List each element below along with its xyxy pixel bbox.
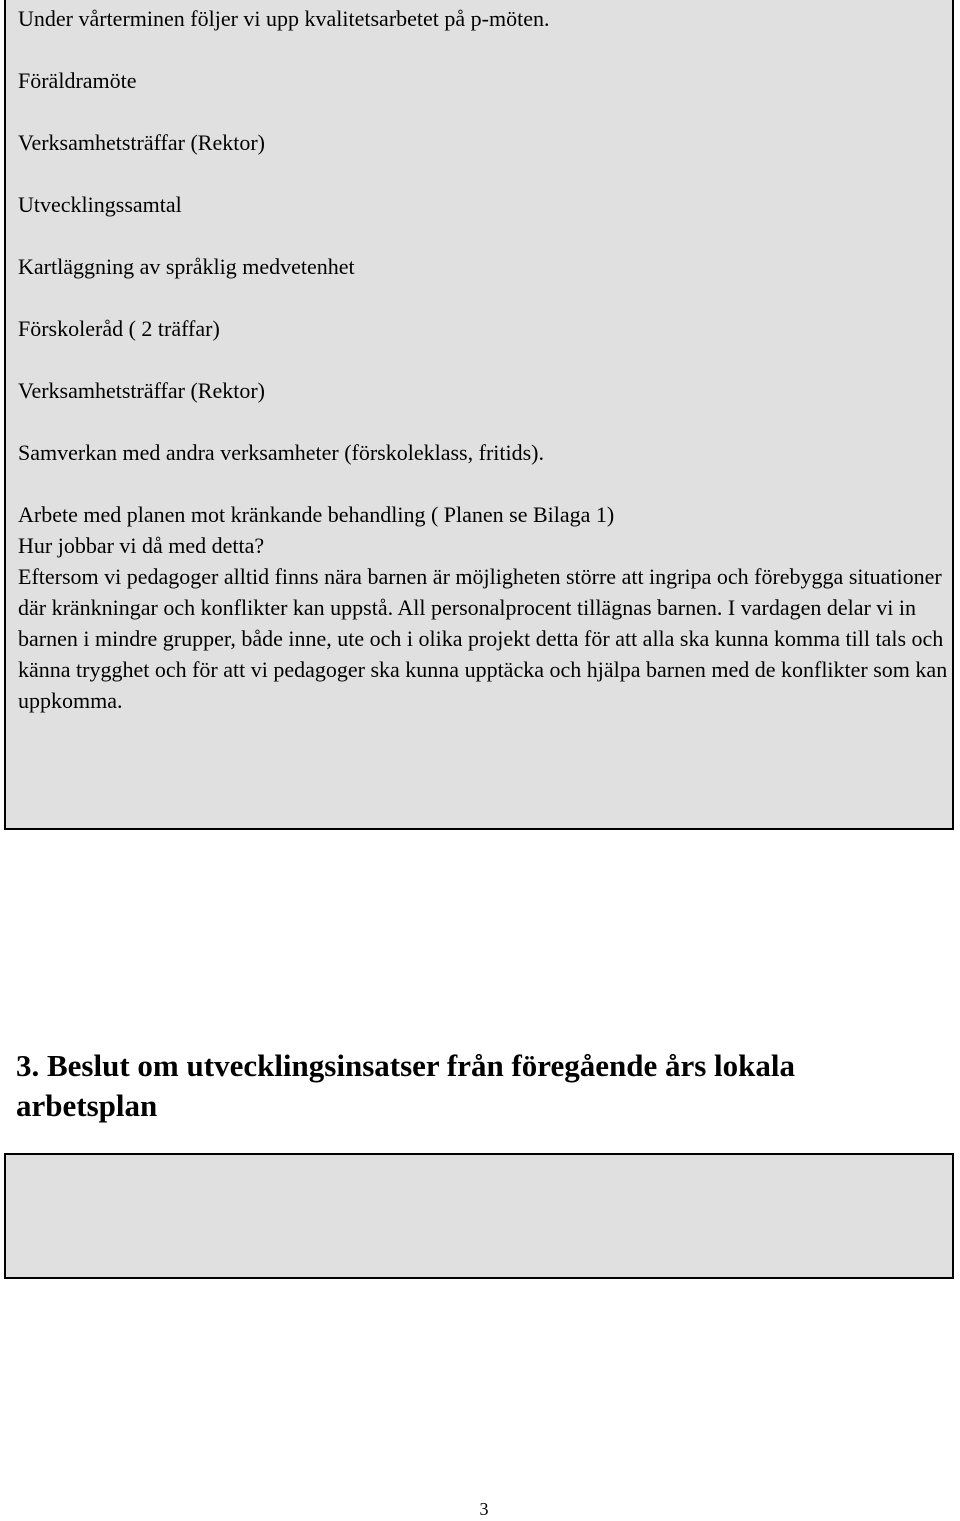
list-item: Förskoleråd ( 2 träffar) bbox=[18, 316, 220, 341]
question-line: Hur jobbar vi då med detta? bbox=[18, 533, 265, 558]
text-box-quality-work bbox=[4, 0, 954, 830]
plan-line: Arbete med planen mot kränkande behandling ( Planen se Bilaga 1) bbox=[18, 502, 615, 527]
intro-line: Under vårterminen följer vi upp kvalitetsarbetet på p-möten. bbox=[18, 6, 550, 31]
page-number: 3 bbox=[479, 1499, 489, 1519]
empty-text-box bbox=[4, 1153, 954, 1279]
section-heading: 3. Beslut om utvecklingsinsatser från föregående års lokala arbetsplan bbox=[16, 1048, 796, 1123]
list-item: Kartläggning av språklig medvetenhet bbox=[18, 254, 355, 279]
list-item: Verksamhetsträffar (Rektor) bbox=[18, 378, 265, 403]
list-item: Samverkan med andra verksamheter (förskoleklass, fritids). bbox=[18, 440, 544, 465]
list-item: Utvecklingssamtal bbox=[18, 192, 182, 217]
body-paragraph: Eftersom vi pedagoger alltid finns nära barnen är möjligheten större att ingripa och förebygga situationer där kränkningar och konflikter kan uppstå. All personalprocent tillägnas barnen. I vardagen delar vi in barnen i mindre grupper, både inne, ute och i olika projekt detta för att alla ska kunna komma till tals och känna trygghet och för att vi pedagoger ska kunna upptäcka och hjälpa barnen med de konflikter som kan uppkomma. bbox=[18, 564, 948, 713]
list-item: Verksamhetsträffar (Rektor) bbox=[18, 130, 265, 155]
list-item: Föräldramöte bbox=[18, 68, 137, 93]
